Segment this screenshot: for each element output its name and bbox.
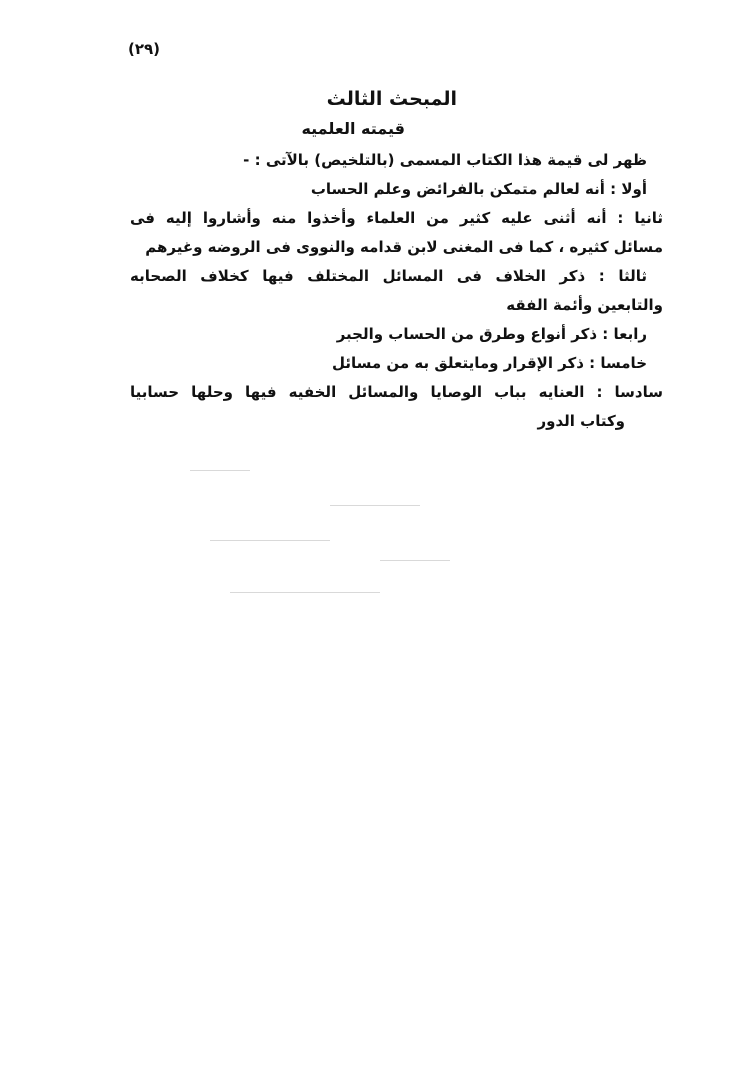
point-4: رابعا : ذكر أنواع وطرق من الحساب والجبر <box>336 325 647 343</box>
scan-artifact <box>380 560 450 561</box>
scan-artifact <box>230 592 380 593</box>
point-3-line-2: والتابعين وأئمة الفقه <box>506 296 663 314</box>
section-title: المبحث الثالث <box>326 88 457 110</box>
point-2-line-2: مسائل كثيره ، كما فى المغنى لابن قدامه والنووى فى الروضه وغيرهم <box>145 238 663 256</box>
point-6-line-1: سادسا : العنايه بباب الوصايا والمسائل الخفيه فيها وحلها حسابيا <box>130 383 663 401</box>
intro-line: ظهر لى قيمة هذا الكتاب المسمى (بالتلخيص) بالآتى : - <box>243 151 647 169</box>
scan-artifact <box>210 540 330 541</box>
point-1: أولا : أنه لعالم متمكن بالفرائض وعلم الحساب <box>310 180 647 198</box>
scan-artifact <box>330 505 420 506</box>
point-2-line-1: ثانيا : أنه أثنى عليه كثير من العلماء وأخذوا منه وأشاروا إليه فى <box>130 209 663 227</box>
point-6-line-2: وكتاب الدور <box>537 412 625 430</box>
point-5: خامسا : ذكر الإقرار ومايتعلق به من مسائل <box>332 354 647 372</box>
section-subtitle: قيمته العلميه <box>301 119 405 138</box>
page-number: (٢٩) <box>128 40 161 58</box>
scan-artifact <box>190 470 250 471</box>
point-3-line-1: ثالثا : ذكر الخلاف فى المسائل المختلف فيها كخلاف الصحابه <box>130 267 647 285</box>
